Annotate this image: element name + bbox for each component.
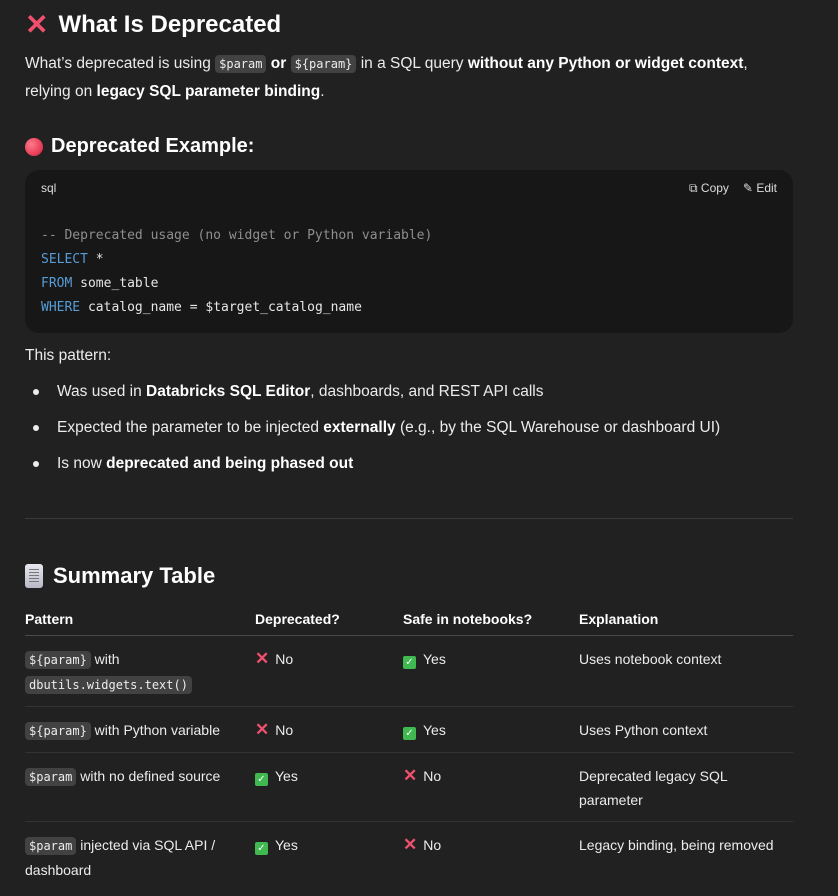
deprecated-cell [255, 636, 403, 707]
cross-mark-icon: ✕ [25, 9, 49, 40]
table-row [25, 707, 793, 753]
example-heading [25, 135, 254, 158]
table-row [25, 822, 793, 892]
summary-title: Summary Table [53, 563, 216, 588]
text: Was used in [57, 383, 147, 400]
red-circle-icon [25, 138, 43, 156]
text: (e.g., by the SQL Warehouse or dashboard UI) [395, 419, 721, 436]
text: No [275, 722, 294, 738]
pattern-list [25, 378, 720, 486]
text: Yes [423, 722, 446, 738]
pattern-intro: This pattern: [25, 347, 112, 364]
heading-text: What [58, 10, 124, 38]
explanation-cell: Legacy binding, being removed [579, 837, 774, 853]
column-header: Explanation [579, 603, 793, 636]
safe-cell [403, 822, 579, 892]
pattern-cell [25, 636, 255, 707]
deprecated-cell [255, 753, 403, 822]
bold-text: Databricks SQL Editor [146, 383, 311, 400]
code-keyword: WHERE [41, 300, 81, 315]
code-language-label: sql [41, 181, 57, 195]
safe-cell [403, 707, 579, 753]
cross-mark-icon: ✕ [403, 766, 418, 785]
text: with Python variable [90, 722, 220, 738]
summary-table [25, 603, 793, 891]
inline-code: ${param} [25, 722, 91, 740]
section-heading-deprecated [25, 8, 281, 41]
copy-label: Copy [700, 181, 729, 195]
text: . [320, 83, 325, 100]
text: injected via SQL API / dashboard [25, 837, 216, 878]
pattern-cell [25, 753, 255, 822]
inline-code: $param [25, 837, 76, 855]
inline-code: $param [25, 768, 76, 786]
table-header-row [25, 603, 793, 636]
scroll-icon [25, 564, 43, 588]
divider [25, 518, 793, 519]
pattern-cell [25, 707, 255, 753]
text: No [275, 651, 294, 667]
code-content [41, 224, 432, 320]
edit-button[interactable] [743, 181, 777, 196]
text: or [266, 55, 291, 72]
cross-mark-icon: ✕ [255, 720, 270, 739]
table-row [25, 636, 793, 707]
code-keyword: FROM [41, 276, 73, 291]
column-header: Pattern [25, 603, 255, 636]
explanation-cell: Uses notebook context [579, 636, 793, 707]
text: Yes [275, 837, 298, 853]
heading-bold-text: Is Deprecated [123, 10, 282, 38]
edit-label: Edit [756, 181, 777, 195]
text: Is now [57, 455, 107, 472]
code-text: catalog_name = $target_catalog_name [80, 300, 362, 315]
bold-text: externally [323, 419, 396, 436]
code-block [25, 170, 793, 333]
inline-code: $param [215, 55, 266, 73]
summary-heading [25, 563, 215, 589]
inline-code: ${param} [291, 55, 357, 73]
explanation-cell: Deprecated legacy SQL parameter [579, 753, 793, 822]
text: No [423, 768, 442, 784]
column-header: Safe in notebooks? [403, 603, 579, 636]
example-title: Deprecated Example: [51, 135, 255, 157]
text: with [90, 651, 120, 667]
check-mark-icon: ✓ [403, 656, 416, 669]
cross-mark-icon: ✕ [255, 649, 270, 668]
text: Yes [275, 768, 298, 784]
text: No [423, 837, 442, 853]
inline-code: dbutils.widgets.text() [25, 676, 192, 694]
bold-text: legacy SQL parameter binding [96, 83, 321, 100]
code-comment: -- Deprecated usage (no widget or Python variable) [41, 228, 433, 243]
safe-cell [403, 636, 579, 707]
deprecated-cell [255, 707, 403, 753]
text: Yes [423, 651, 446, 667]
pencil-icon: ✎ [742, 181, 757, 195]
column-header: Deprecated? [255, 603, 403, 636]
text: What’s deprecated is using [25, 55, 216, 72]
table-row [25, 753, 793, 822]
list-item [25, 414, 720, 450]
copy-button[interactable] [689, 181, 729, 196]
text: with no defined source [76, 768, 221, 784]
copy-icon: ⧉ [689, 181, 701, 195]
list-item [25, 378, 720, 414]
safe-cell [403, 753, 579, 822]
check-mark-icon: ✓ [403, 727, 416, 740]
list-item [25, 450, 720, 486]
check-mark-icon: ✓ [255, 842, 268, 855]
text: Expected the parameter to be injected [57, 419, 324, 436]
explanation-cell: Uses Python context [579, 707, 793, 753]
text: in a SQL query [356, 55, 468, 72]
cross-mark-icon: ✕ [403, 835, 418, 854]
bold-text: deprecated and being phased out [106, 455, 354, 472]
bold-text: without any Python or widget context [467, 55, 744, 72]
pattern-cell [25, 822, 255, 892]
inline-code: ${param} [25, 651, 91, 669]
code-text: * [87, 252, 104, 267]
text: , relying on [25, 55, 748, 100]
check-mark-icon: ✓ [255, 773, 268, 786]
code-keyword: SELECT [41, 252, 88, 267]
intro-paragraph [25, 50, 795, 106]
text: , dashboards, and REST API calls [310, 383, 544, 400]
deprecated-cell [255, 822, 403, 892]
code-text: some_table [72, 276, 159, 291]
